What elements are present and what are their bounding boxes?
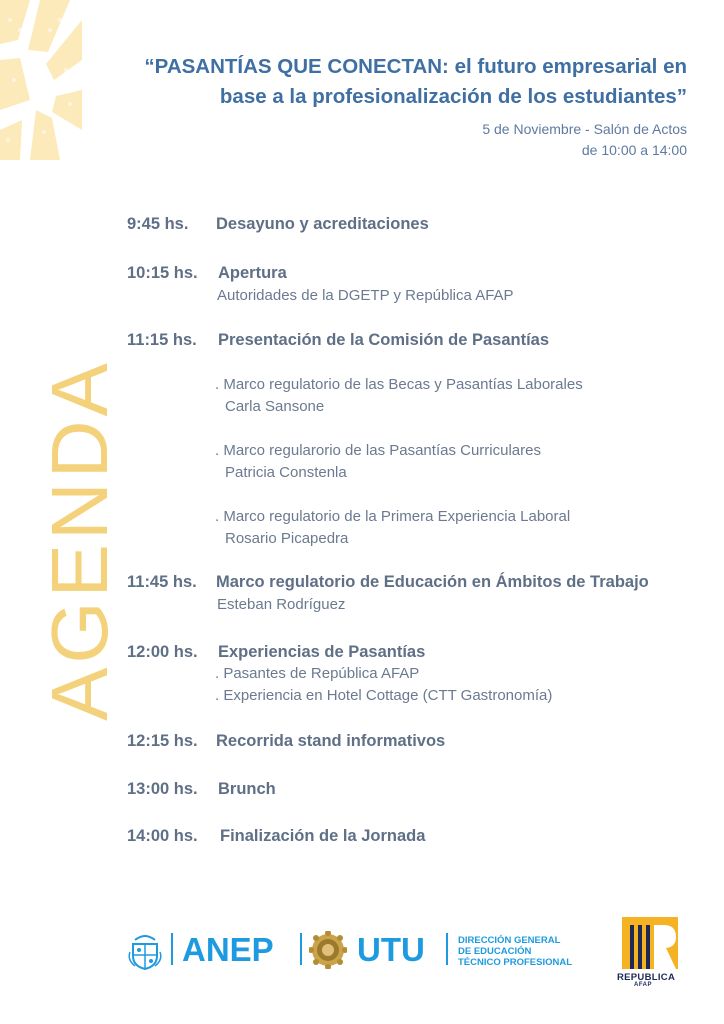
utu-logo: UTU — [357, 931, 425, 968]
agenda-title: Marco regulatorio de Educación en Ámbitos de Trabajo — [216, 573, 649, 591]
logo-separator — [171, 933, 173, 965]
republica-name: REPUBLICA — [617, 972, 676, 983]
agenda-time: 14:00 hs. — [127, 827, 198, 845]
agenda-detail: . Marco regularorio de las Pasantías Curriculares — [215, 442, 541, 459]
uruguay-coat-of-arms-icon — [127, 930, 163, 970]
event-time: de 10:00 a 14:00 — [581, 142, 687, 158]
agenda-time: 13:00 hs. — [127, 780, 198, 798]
agenda-detail: . Marco regulatorio de la Primera Experiencia Laboral — [215, 508, 571, 525]
logo-separator — [446, 933, 448, 965]
speaker-name: Patricia Constenla — [225, 464, 347, 481]
agenda-detail: Autoridades de la DGETP y República AFAP — [217, 287, 514, 304]
agenda-time: 10:15 hs. — [127, 264, 198, 282]
agenda-detail: . Pasantes de República AFAP — [215, 665, 420, 682]
event-details — [482, 119, 687, 161]
footer-logos — [0, 915, 724, 1024]
agenda-time: 12:00 hs. — [127, 643, 198, 661]
dgetp-line: TÉCNICO PROFESIONAL — [458, 957, 573, 968]
dgetp-logo-text — [458, 935, 572, 968]
dgetp-line: DIRECCIÓN GENERAL — [458, 935, 561, 946]
utu-emblem-icon — [309, 931, 347, 969]
anep-logo: ANEP — [182, 931, 274, 968]
speaker-name: Carla Sansone — [225, 398, 325, 415]
agenda-time: 12:15 hs. — [127, 732, 198, 750]
agenda-title: Apertura — [218, 264, 287, 282]
speaker-name: Esteban Rodríguez — [217, 596, 346, 613]
sunburst-decoration — [0, 0, 82, 160]
event-date-location: 5 de Noviembre - Salón de Actos — [482, 121, 687, 137]
agenda-time: 11:45 hs. — [127, 573, 197, 591]
title-line: base a la profesionalización de los estudiantes” — [219, 85, 687, 108]
agenda-title: Experiencias de Pasantías — [218, 643, 426, 661]
agenda-title: Presentación de la Comisión de Pasantías — [218, 331, 550, 349]
agenda-title: Desayuno y acreditaciones — [216, 215, 429, 233]
event-title — [87, 52, 687, 112]
logo-separator — [300, 933, 302, 965]
agenda-detail: . Experiencia en Hotel Cottage (CTT Gastronomía) — [215, 687, 553, 704]
agenda-time: 9:45 hs. — [127, 215, 189, 233]
agenda-title: Recorrida stand informativos — [216, 732, 446, 750]
agenda-time: 11:15 hs. — [127, 331, 197, 349]
afap-name: AFAP — [634, 982, 653, 988]
agenda-title: Brunch — [218, 780, 276, 798]
agenda-title: Finalización de la Jornada — [220, 827, 426, 845]
dgetp-line: DE EDUCACIÓN — [458, 946, 532, 957]
title-line: “PASANTÍAS QUE CONECTAN: el futuro empresarial en — [144, 55, 687, 78]
agenda-side-word: AGENDA — [35, 359, 124, 721]
speaker-name: Rosario Picapedra — [225, 530, 349, 547]
republica-afap-logo-icon — [620, 915, 680, 977]
agenda-detail: . Marco regulatorio de las Becas y Pasantías Laborales — [215, 376, 583, 393]
